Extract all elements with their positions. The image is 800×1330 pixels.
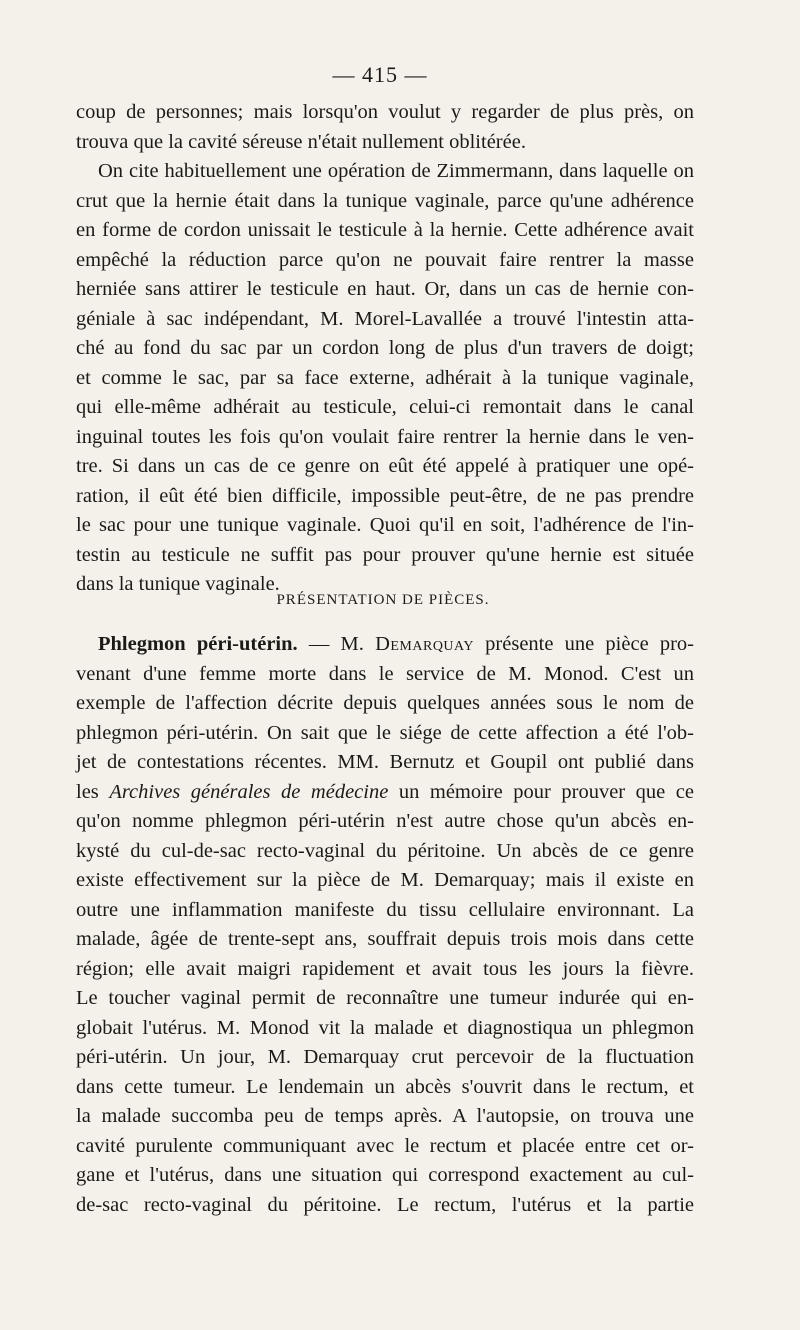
text-line: coup de personnes; mais lorsqu'on voulut y regarder de plus près, on: [76, 101, 694, 123]
text-line: herniée sans attirer le testicule en haut. Or, dans un cas de hernie con-: [76, 278, 694, 300]
text-line: jet de contestations récentes. MM. Bernutz et Goupil ont publié dans: [76, 751, 694, 773]
line-segment: les: [76, 780, 110, 803]
text-line: la malade succomba peu de temps après. A l'autopsie, on trouva une: [76, 1105, 694, 1127]
text-line: [76, 778, 694, 808]
paragraph-continuation: [76, 98, 694, 157]
paragraph-phlegmon: [76, 630, 694, 1220]
text-line: empêché la réduction parce qu'on ne pouvait faire rentrer la masse: [76, 248, 694, 271]
text-line: dans la tunique vaginale.: [76, 573, 280, 595]
text-line: ché au fond du sac par un cordon long de plus d'un travers de doigt;: [76, 337, 694, 359]
text-line: tre. Si dans un cas de ce genre on eût été appelé à pratiquer une opé-: [76, 455, 694, 477]
journal-title: Archives générales de médecine: [109, 780, 389, 803]
text-line: globait l'utérus. M. Monod vit la malade et diagnostiqua un phlegmon: [76, 1016, 694, 1039]
entry-rest: présente une pièce pro-: [473, 633, 695, 655]
text-line: géniale à sac indépendant, M. Morel-Lavallée a trouvé l'intestin atta-: [76, 307, 694, 330]
text-line: cavité purulente communiquant avec le rectum et placée entre cet or-: [76, 1134, 694, 1157]
text-line: On cite habituellement une opération de Zimmermann, dans laquelle on: [98, 160, 694, 182]
text-line: péri-utérin. Un jour, M. Demarquay crut percevoir de la fluctuation: [76, 1046, 694, 1068]
text-line: testin au testicule ne suffit pas pour prouver qu'une hernie est située: [76, 543, 694, 566]
text-line: venant d'une femme morte dans le service de M. Monod. C'est un: [76, 662, 694, 685]
entry-dash: — M.: [297, 633, 376, 655]
text-line: gane et l'utérus, dans une situation qui correspond exactement au cul-: [76, 1164, 694, 1186]
line-segment: un mémoire pour prouver que ce: [388, 780, 694, 803]
text-line: qui elle-même adhérait au testicule, celui-ci remontait dans le canal: [76, 396, 694, 418]
section-heading: PRÉSENTATION DE PIÈCES.: [276, 592, 490, 608]
paragraph-zimmermann: [76, 157, 694, 600]
text-line: outre une inflammation manifeste du tissu cellulaire environnant. La: [76, 898, 694, 921]
text-line: le sac pour une tunique vaginale. Quoi qu'il en soit, l'adhérence de l'in-: [76, 514, 694, 536]
text-line: phlegmon péri-utérin. On sait que le siége de cette affection a été l'ob-: [76, 721, 694, 744]
text-line: ration, il eût été bien difficile, impossible peut-être, de ne pas prendre: [76, 484, 694, 507]
text-line: de-sac recto-vaginal du péritoine. Le rectum, l'utérus et la partie: [76, 1193, 694, 1216]
text-line: qu'on nomme phlegmon péri-utérin n'est autre chose qu'un abcès en-: [76, 810, 694, 832]
text-line: Le toucher vaginal permit de reconnaître une tumeur indurée qui en-: [76, 987, 694, 1009]
text-line: dans cette tumeur. Le lendemain un abcès s'ouvrit dans le rectum, et: [76, 1075, 694, 1098]
text-line: existe effectivement sur la pièce de M. Demarquay; mais il existe en: [76, 869, 694, 891]
text-line: en forme de cordon unissait le testicule à la hernie. Cette adhérence avait: [76, 219, 694, 241]
text-line: malade, âgée de trente-sept ans, souffrait depuis trois mois dans cette: [76, 928, 694, 950]
text-line: crut que la hernie était dans la tunique vaginale, parce qu'une adhérence: [76, 189, 694, 212]
text-line: [76, 630, 694, 660]
page-number: — 415 —: [332, 62, 428, 87]
text-line: et comme le sac, par sa face externe, adhérait à la tunique vaginale,: [76, 366, 694, 389]
entry-author: Demarquay: [375, 633, 474, 655]
entry-title: Phlegmon péri-utérin.: [98, 633, 298, 655]
text-line: région; elle avait maigri rapidement et avait tous les jours la fièvre.: [76, 957, 694, 980]
text-line: exemple de l'affection décrite depuis quelques années sous le nom de: [76, 692, 694, 714]
text-line: trouva que la cavité séreuse n'était nullement oblitérée.: [76, 130, 526, 153]
text-line: inguinal toutes les fois qu'on voulait faire rentrer la hernie dans le ven-: [76, 425, 694, 448]
text-line: kysté du cul-de-sac recto-vaginal du péritoine. Un abcès de ce genre: [76, 839, 694, 862]
